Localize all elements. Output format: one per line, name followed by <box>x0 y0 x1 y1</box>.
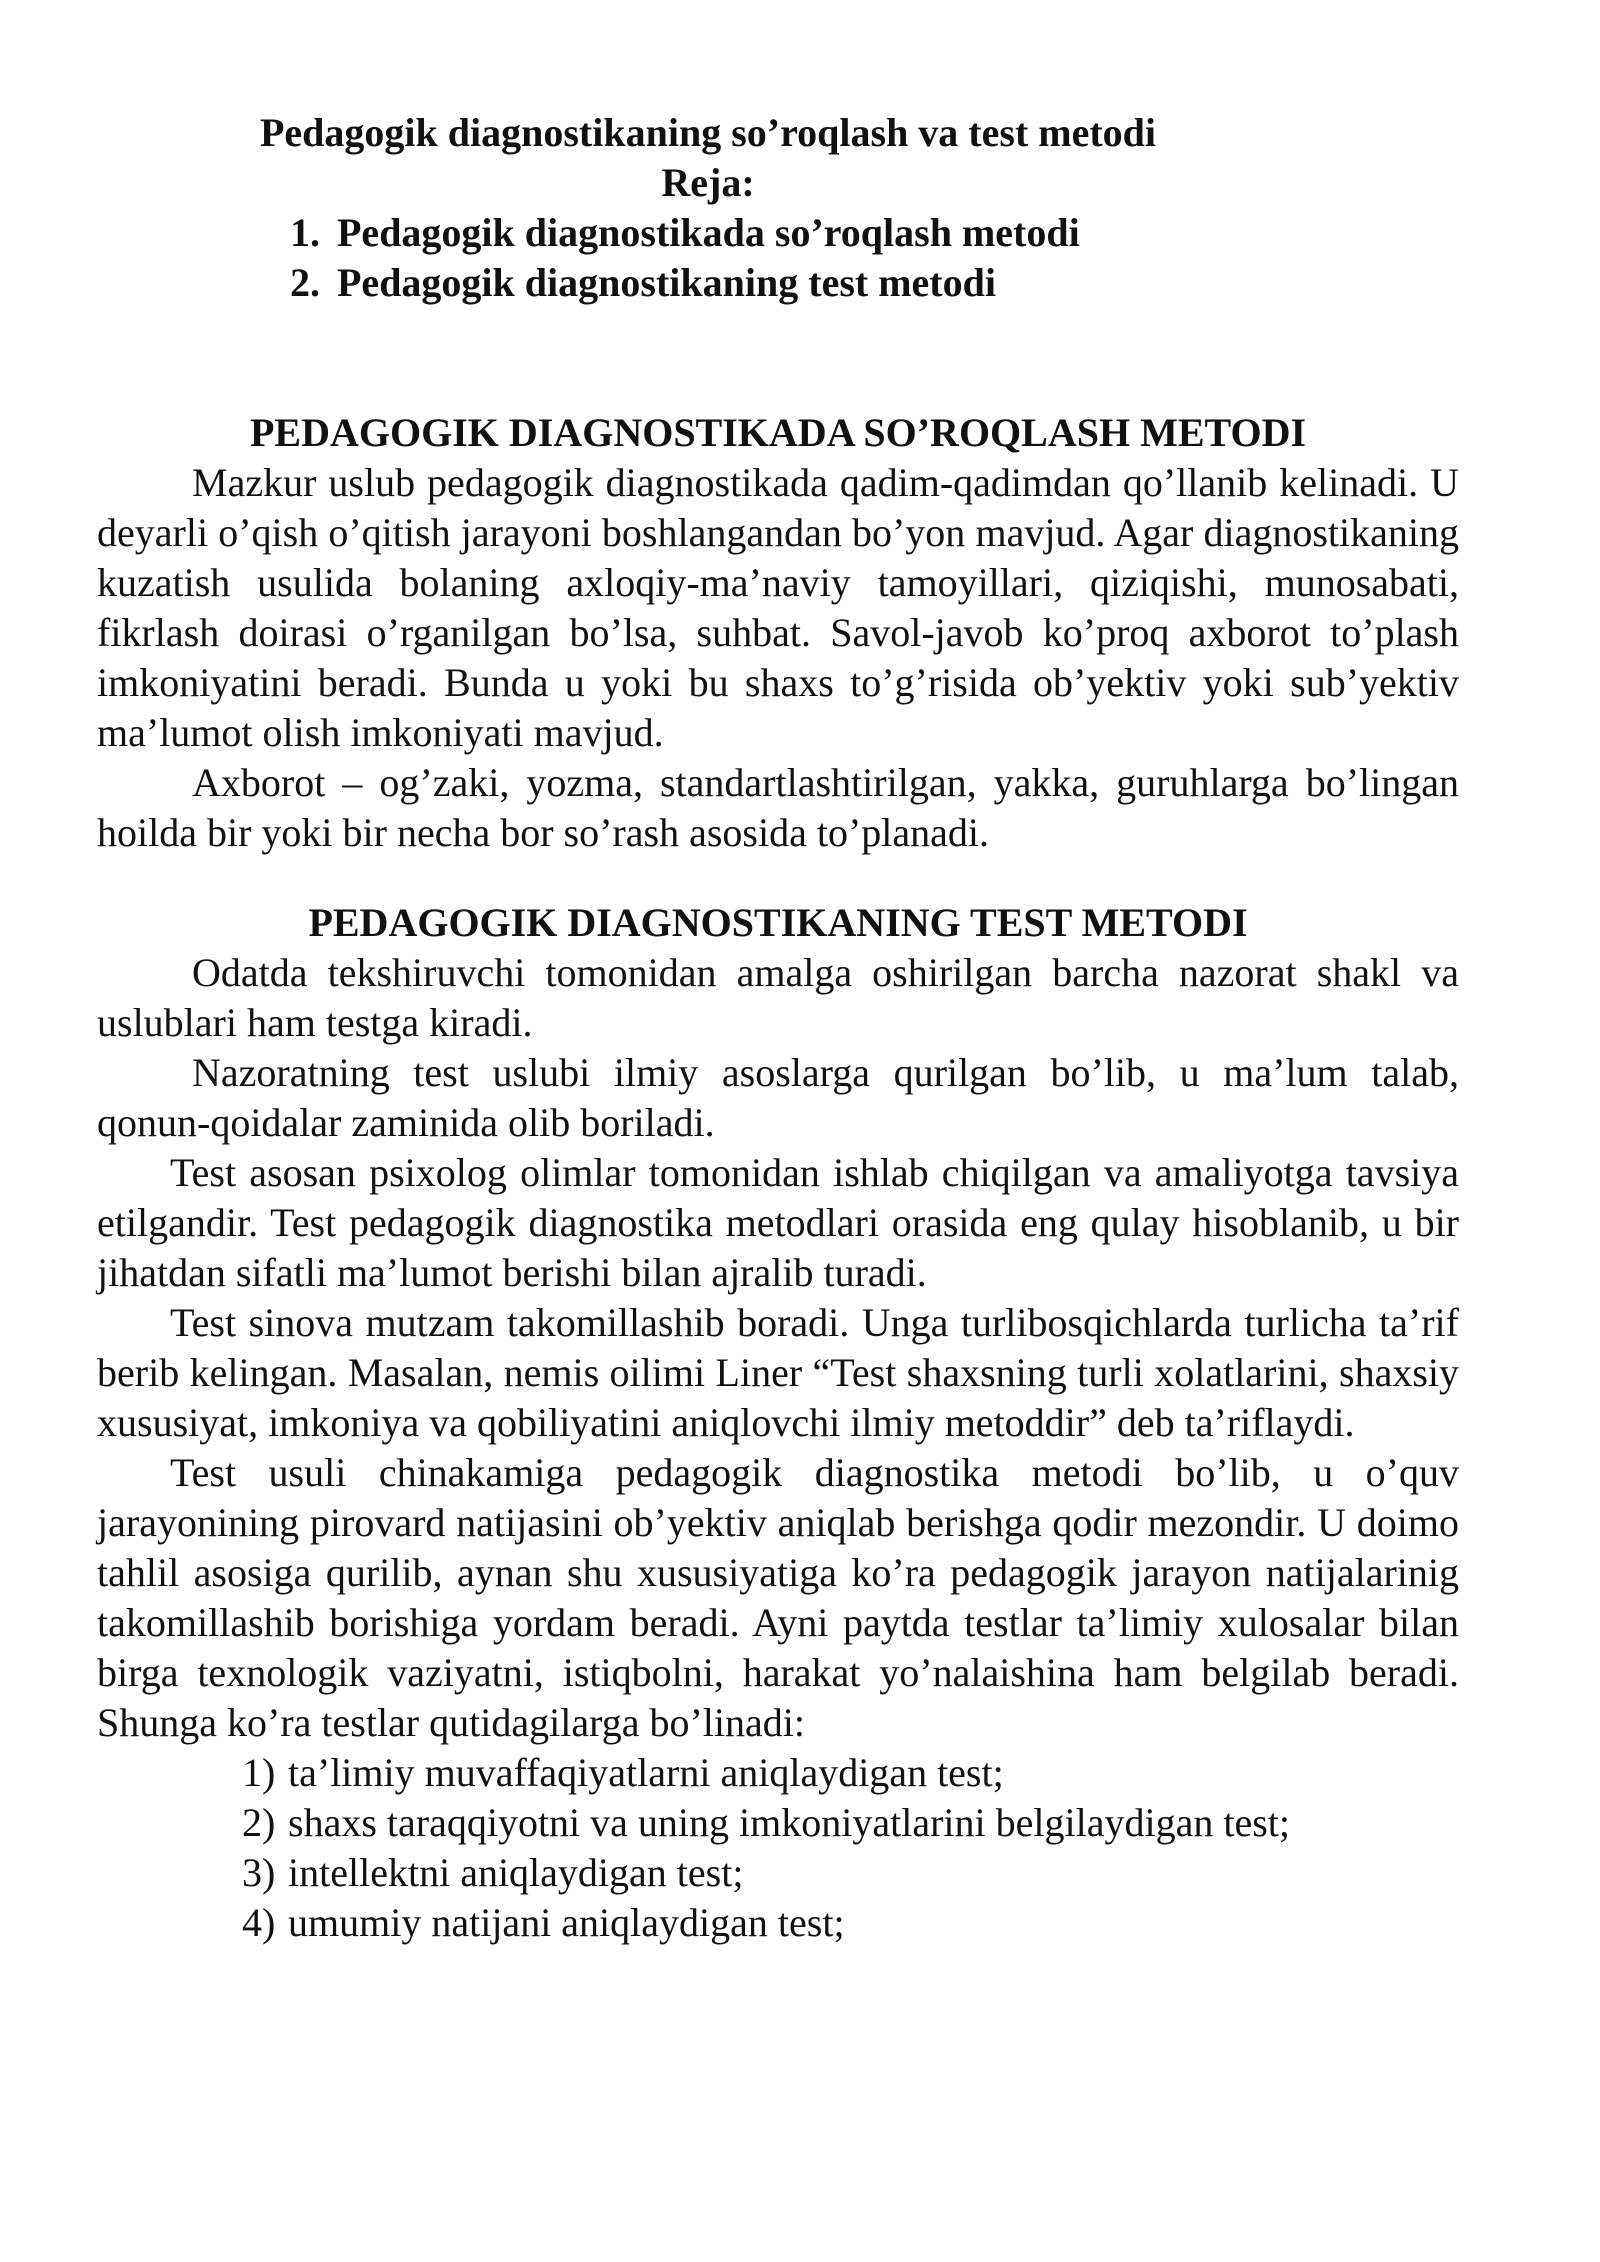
paragraph: Test usuli chinakamiga pedagogik diagnostika metodi bo’lib, u o’quv jarayonining pirovard natijasini ob’yektiv aniqlab berishga qodir mezondir. U doimo tahlil asosiga qurilib, aynan shu xususiyatiga ko’ra pedagogik jarayon natijalarinig takomillashib borishiga yordam beradi. Ayni paytda testlar ta’limiy xulosalar bilan birga texnologik vaziyatni, istiqbolni, harakat yo’nalaishina ham belgilab beradi. Shunga ko’ra testlar qutidagilarga bo’linadi: <box>97 1450 1459 1745</box>
plan-item-text: Pedagogik diagnostikaning test metodi <box>337 260 996 305</box>
paragraph: Test sinova mutzam takomillashib boradi. Unga turlibosqichlarda turlicha ta’rif berib kelingan. Masalan, nemis oilimi Liner “Test shaxsning turli xolatlarini, shaxsiy xususiyat, imkoniya va qobiliyatini aniqlovchi ilmiy metoddir” deb ta’riflaydi. <box>97 1300 1459 1445</box>
plan-list <box>97 208 1459 308</box>
paragraph: Nazoratning test uslubi ilmiy asoslarga qurilgan bo’lib, u ma’lum talab, qonun-qoidalar zaminida olib boriladi. <box>97 1050 1459 1145</box>
list-item-text: ta’limiy muvaffaqiyatlarni aniqlaydigan test; <box>288 1750 1004 1795</box>
document-page <box>97 108 1459 1948</box>
list-item-text: intellektni aniqlaydigan test; <box>288 1850 744 1895</box>
list-item-number: 4) <box>242 1900 276 1945</box>
list-item-number: 2) <box>242 1800 276 1845</box>
paragraph: Test asosan psixolog olimlar tomonidan ishlab chiqilgan va amaliyotga tavsiya etilgandir. Test pedagogik diagnostika metodlari orasida eng qulay hisoblanib, u bir jihatdan sifatli ma’lumot berishi bilan ajralib turadi. <box>97 1150 1459 1295</box>
test-types-list <box>97 1748 1459 1948</box>
plan-item-number: 1. <box>290 210 320 255</box>
section-heading-test: PEDAGOGIK DIAGNOSTIKANING TEST METODI <box>308 900 1248 945</box>
paragraph: Axborot – og’zaki, yozma, standartlashtirilgan, yakka, guruhlarga bo’lingan hoilda bir yoki bir necha bor so’rash asosida to’planadi. <box>97 760 1459 855</box>
list-item-text: umumiy natijani aniqlaydigan test; <box>288 1900 845 1945</box>
list-item-text: shaxs taraqqiyotni va uning imkoniyatlarini belgilaydigan test; <box>288 1800 1291 1845</box>
list-item <box>242 1898 1459 1948</box>
list-item-number: 1) <box>242 1750 276 1795</box>
plan-item <box>290 258 1459 308</box>
paragraph: Odatda tekshiruvchi tomonidan amalga oshirilgan barcha nazorat shakl va uslublari ham testga kiradi. <box>97 950 1459 1045</box>
list-item <box>242 1798 1459 1848</box>
plan-item-number: 2. <box>290 260 320 305</box>
paragraph: Mazkur uslub pedagogik diagnostikada qadim-qadimdan qo’llanib kelinadi. U deyarli o’qish o’qitish jarayoni boshlangandan bo’yon mavjud. Agar diagnostikaning kuzatish usulida bolaning axloqiy-ma’naviy tamoyillari, qiziqishi, munosabati, fikrlash doirasi o’rganilgan bo’lsa, suhbat. Savol-javob ko’proq axborot to’plash imkoniyatini beradi. Bunda u yoki bu shaxs to’g’risida ob’yektiv yoki sub’yektiv ma’lumot olish imkoniyati mavjud. <box>97 460 1459 755</box>
plan-label: Reja: <box>661 160 755 205</box>
document-title: Pedagogik diagnostikaning so’roqlash va test metodi <box>259 110 1157 155</box>
section-heading-soroqlash: PEDAGOGIK DIAGNOSTIKADA SO’ROQLASH METODI <box>249 410 1307 455</box>
list-item-number: 3) <box>242 1850 276 1895</box>
list-item <box>242 1748 1459 1798</box>
list-item <box>242 1848 1459 1898</box>
plan-item <box>290 208 1459 258</box>
plan-item-text: Pedagogik diagnostikada so’roqlash metodi <box>337 210 1080 255</box>
